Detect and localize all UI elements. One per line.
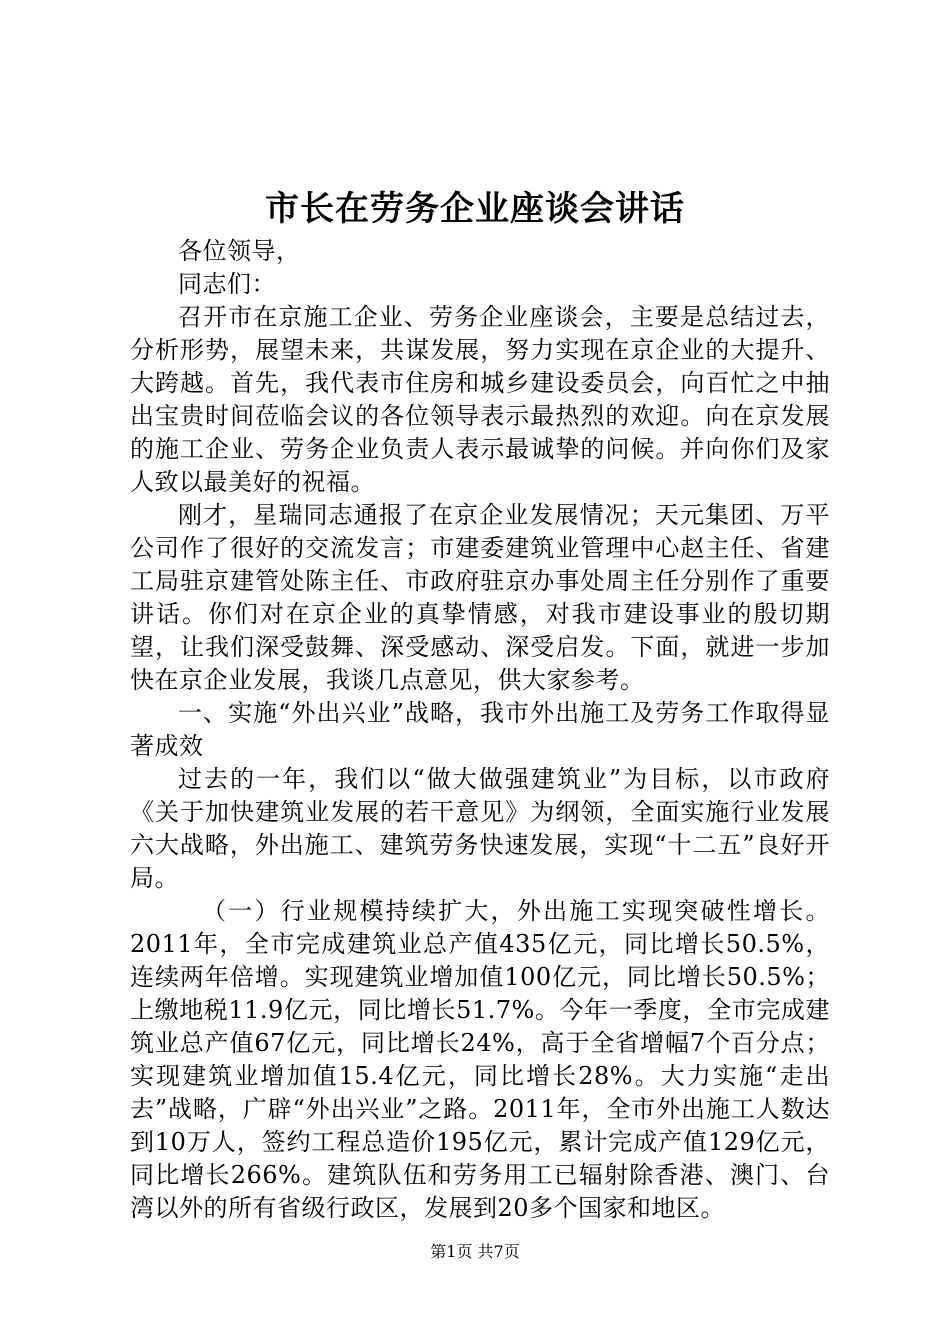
page-footer: 第1页 共7页 [430, 1242, 520, 1261]
document-title: 市长在劳务企业座谈会讲话 [265, 189, 685, 229]
paragraph-opening: 召开市在京施工企业、劳务企业座谈会，主要是总结过去，分析形势，展望未来，共谋发展，努力实现在京企业的大提升、大跨越。首先，我代表市住房和城乡建设委员会，向百忙之中抽出宝贵时间莅临会议的各位领导表示最热烈的欢迎。向在京发展的施工企业、劳务企业负责人表示最诚挚的问候。并向你们及家人致以最美好的祝福。 [130, 303, 830, 496]
paragraph-review: 刚才，星瑞同志通报了在京企业发展情况；天元集团、万平公司作了很好的交流发言；市建委建筑业管理中心赵主任、省建工局驻京建管处陈主任、市政府驻京办事处周主任分别作了重要讲话。你们对在京企业的真挚情感，对我市建设事业的殷切期望，让我们深受鼓舞、深受感动、深受启发。下面，就进一步加快在京企业发展，我谈几点意见，供大家参考。 [130, 501, 830, 694]
paragraph-past-year: 过去的一年，我们以“做大做强建筑业”为目标，以市政府《关于加快建筑业发展的若干意见》为纲领，全面实施行业发展六大战略，外出施工、建筑劳务快速发展，实现“十二五”良好开局。 [130, 765, 830, 892]
section-heading-1: 一、实施“外出兴业”战略，我市外出施工及劳务工作取得显著成效 [130, 699, 830, 760]
greeting-comrades: 同志们： [178, 270, 276, 298]
greeting-leaders: 各位领导， [178, 237, 301, 265]
paragraph-industry-scale: （一）行业规模持续扩大，外出施工实现突破性增长。2011年，全市完成建筑业总产值435亿元，同比增长50.5%，连续两年倍增。实现建筑业增加值100亿元，同比增长50.5%；上缴地税11.9亿元，同比增长51.7%。今年一季度，全市完成建筑业总产值67亿元，同比增长24%，高于全省增幅7个百分点；实现建筑业增加值15.4亿元，同比增长28%。大力实施“走出去”战略，广辟“外出兴业”之路。2011年，全市外出施工人数达到10万人，签约工程总造价195亿元，累计完成产值129亿元，同比增长266%。建筑队伍和劳务用工已辐射除香港、澳门、台湾以外的所有省级行政区，发展到20多个国家和地区。 [130, 897, 830, 1222]
document-body [130, 235, 830, 1225]
